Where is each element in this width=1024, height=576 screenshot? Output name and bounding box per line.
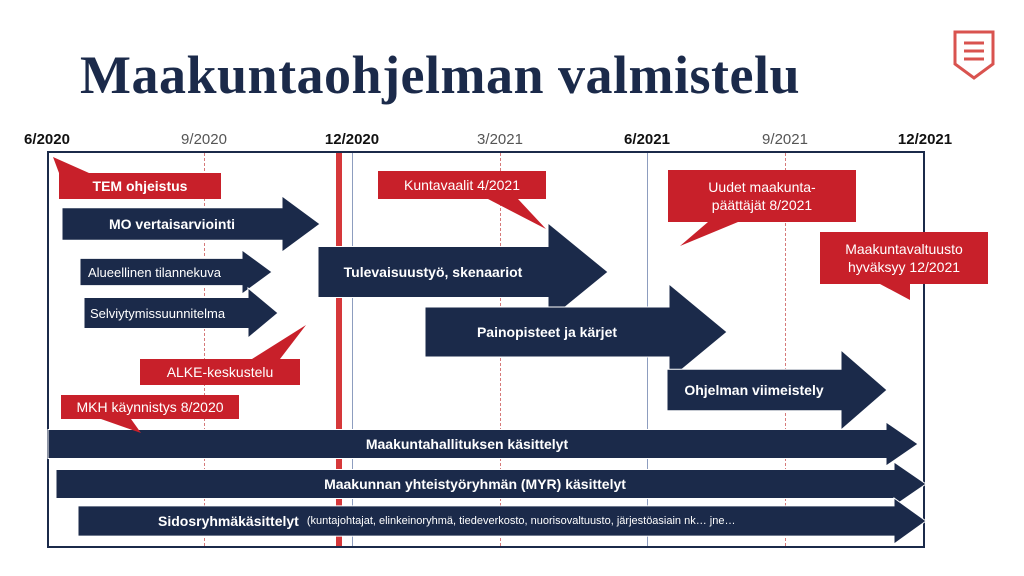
arrow-label: Selviytymissuunnitelma xyxy=(90,305,226,321)
arrow-sidosryhma xyxy=(78,498,926,544)
arrow-note: (kuntajohtajat, elinkeinoryhmä, tiedeverkosto, nuorisovaltuusto, järjestöasiain nk… jne… xyxy=(306,515,736,527)
striped-shield-logo xyxy=(953,30,995,80)
tick-label: 12/2020 xyxy=(324,131,380,148)
page-title: Maakuntaohjelman valmistelu xyxy=(80,45,801,105)
callout-text xyxy=(820,232,988,284)
callout-text xyxy=(668,170,856,222)
arrow-label: Alueellinen tilannekuva xyxy=(88,264,221,280)
arrow-viimeistely xyxy=(667,350,887,430)
callout-line: Maakuntavaltuusto xyxy=(845,241,963,257)
arrow-label: MO vertaisarviointi xyxy=(108,216,236,232)
callout-line: TEM ohjeistus xyxy=(92,178,188,194)
callout-text xyxy=(140,359,300,385)
tick-label: 12/2021 xyxy=(897,131,953,148)
arrow-label: Maakuntahallituksen käsittelyt xyxy=(365,436,569,452)
callout-kuntavaalit xyxy=(378,171,546,199)
tick-label: 9/2020 xyxy=(181,131,227,148)
tick-label: 9/2021 xyxy=(762,131,808,148)
callout-line: päättäjät 8/2021 xyxy=(711,197,813,213)
arrow-label: Tulevaisuustyö, skenaariot xyxy=(343,264,523,280)
callout-alke xyxy=(140,359,300,385)
arrow-label: Ohjelman viimeistely xyxy=(684,382,824,398)
arrow-selviytymis xyxy=(84,288,278,338)
callout-text xyxy=(59,173,221,199)
arrow-label: Painopisteet ja kärjet xyxy=(476,324,618,340)
tick-label: 6/2021 xyxy=(624,131,670,148)
arrow-mo-vertaisarviointi xyxy=(62,196,320,252)
arrow-maakuntahallitus xyxy=(48,422,918,466)
callout-text xyxy=(61,395,239,419)
arrow-label: Maakunnan yhteistyöryhmän (MYR) käsittelyt xyxy=(324,476,626,492)
callout-line: ALKE-keskustelu xyxy=(166,364,274,380)
arrow-main-label: Sidosryhmäkäsittelyt xyxy=(158,513,299,529)
callout-line: MKH käynnistys 8/2020 xyxy=(76,399,224,415)
callout-mkh xyxy=(61,395,239,419)
callout-text xyxy=(378,171,546,199)
arrow-label xyxy=(78,498,894,544)
callout-line: hyväksyy 12/2021 xyxy=(847,259,961,275)
callout-uudet xyxy=(668,170,856,222)
callout-line: Kuntavaalit 4/2021 xyxy=(404,177,520,193)
callout-tem xyxy=(59,173,221,199)
tick-label: 3/2021 xyxy=(477,131,523,148)
tick-label: 6/2020 xyxy=(24,131,70,148)
callout-line: Uudet maakunta- xyxy=(708,179,816,195)
callout-valtuusto xyxy=(820,232,988,284)
